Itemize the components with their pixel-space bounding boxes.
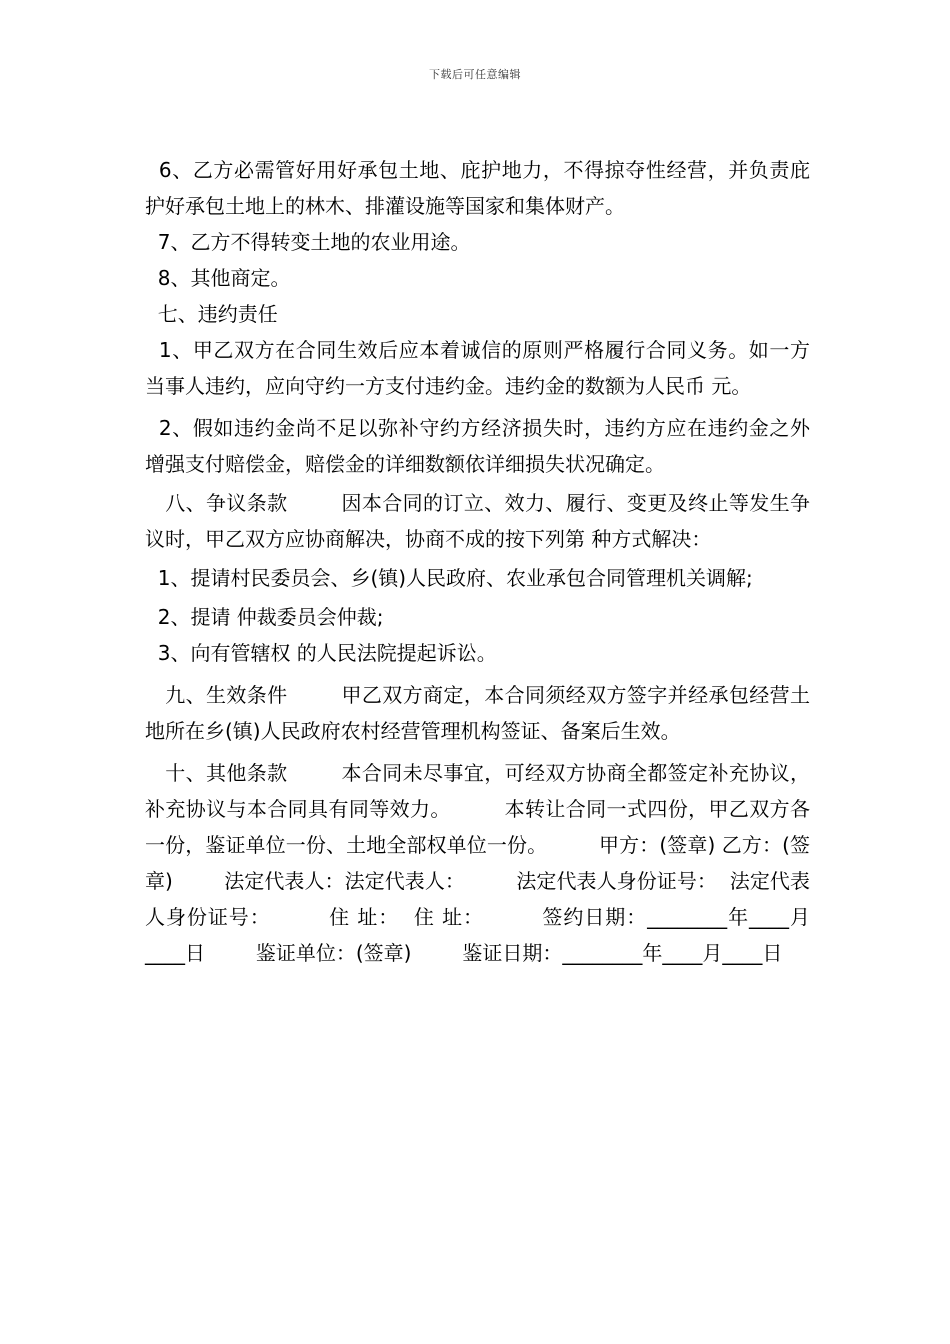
section-other-terms-signatures: 十、其他条款 本合同未尽事宜，可经双方协商全都签定补充协议，补充协议与本合同具有同等效力。 本转让合同一式四份，甲乙双方各一份，鉴证单位一份、土地全部权单位一份。 甲方：(签章) 乙方：(签章) 法定代表人：法定代表人： 法定代表人身份证号： 法定代表人身份证号： 住 址： 住 址： 签约日期：________年____月____日 鉴证单位：(签章) 鉴证日期：________年____月____日 (145, 761, 810, 965)
clause-6: 6、乙方必需管好用好承包土地、庇护地力，不得掠夺性经营，并负责庇护好承包土地上的林木、排灌设施等国家和集体财产。 (145, 158, 810, 218)
section-heading-liability: 七、违约责任 (145, 302, 278, 326)
liability-clause-2: 2、假如违约金尚不足以弥补守约方经济损失时，违约方应在违约金之外增强支付赔偿金，赔偿金的详细数额依详细损失状况确定。 (145, 416, 810, 476)
dispute-option-1: 1、提请村民委员会、乡(镇)人民政府、农业承包合同管理机关调解; (145, 566, 753, 590)
page-header-note: 下载后可任意编辑 (429, 68, 521, 81)
liability-clause-1: 1、甲乙双方在合同生效后应本着诚信的原则严格履行合同义务。如一方当事人违约，应向守约一方支付违约金。违约金的数额为人民币 元。 (145, 338, 810, 398)
dispute-option-3: 3、向有管辖权 的人民法院提起诉讼。 (145, 641, 497, 665)
section-effective-conditions: 九、生效条件 甲乙双方商定，本合同须经双方签字并经承包经营土地所在乡(镇)人民政府农村经营管理机构签证、备案后生效。 (145, 683, 810, 743)
clause-8: 8、其他商定。 (145, 266, 291, 290)
clause-7: 7、乙方不得转变土地的农业用途。 (145, 230, 471, 254)
dispute-option-2: 2、提请 仲裁委员会仲裁; (145, 605, 384, 629)
section-dispute: 八、争议条款 因本合同的订立、效力、履行、变更及终止等发生争议时，甲乙双方应协商解决，协商不成的按下列第 种方式解决： (145, 491, 810, 551)
document-body (145, 152, 810, 971)
